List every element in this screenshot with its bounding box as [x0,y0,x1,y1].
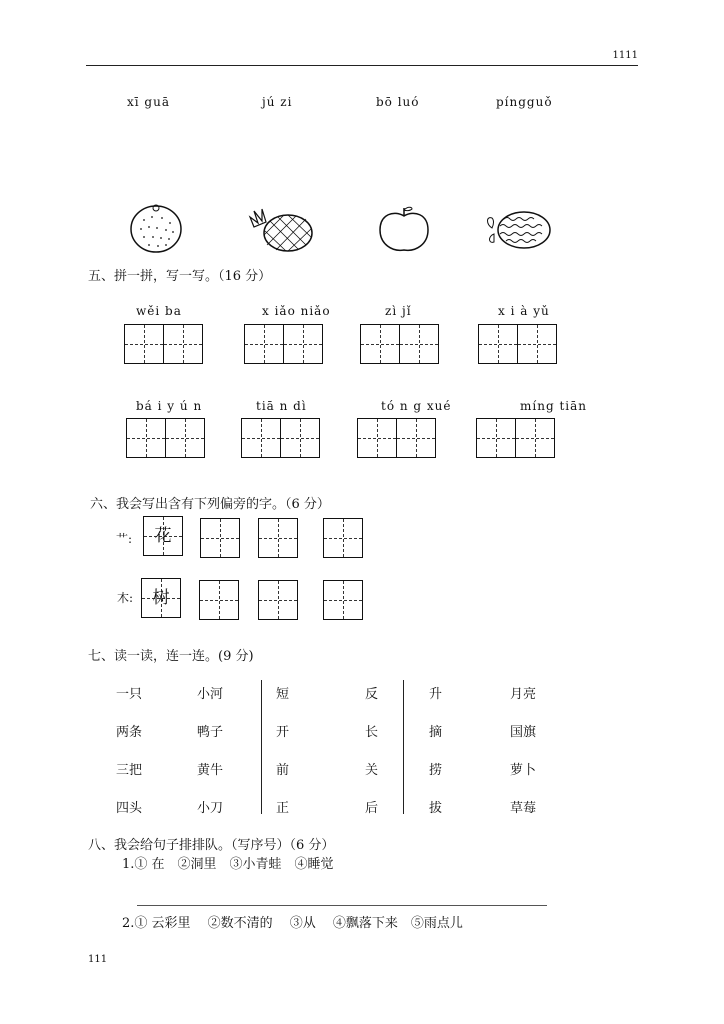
writing-cell[interactable] [199,580,239,620]
match-word[interactable]: 国旗 [510,725,537,740]
writing-cell[interactable] [323,518,363,558]
match-word[interactable]: 黄牛 [197,763,224,778]
match-word[interactable]: 升 [429,687,443,702]
match-word[interactable]: 小刀 [197,801,224,816]
writing-cell[interactable] [323,580,363,620]
s5-pinyin-3: zì jǐ [385,304,412,318]
fruit-pinyin-4: píngguǒ [496,95,553,109]
example-char-shu: 树 [152,588,170,608]
match-word[interactable]: 前 [276,763,290,778]
fruit-pinyin-2: jú zi [262,95,293,109]
fruit-pinyin-3: bō luó [376,95,420,109]
match-word[interactable]: 短 [276,687,290,702]
writing-grid[interactable] [357,418,436,458]
writing-grid[interactable] [124,324,203,364]
match-word[interactable]: 长 [365,725,379,740]
writing-grid[interactable] [476,418,555,458]
writing-cell[interactable] [141,578,181,618]
section8-title: 八、我会给句子排排队。（写序号）（6 分） [88,838,335,853]
match-word[interactable]: 四头 [116,801,143,816]
writing-grid[interactable] [478,324,557,364]
match-word[interactable]: 萝卜 [510,763,537,778]
s5-pinyin-8: míng tiān [520,399,587,413]
s5-pinyin-2: x iǎo niǎo [262,304,331,318]
s5-pinyin-6: tiā n dì [256,399,307,413]
section5-title: 五、拼一拼，写一写。（16 分） [88,269,272,284]
column-divider [403,680,404,814]
watermelon-icon [484,206,554,252]
writing-grid[interactable] [244,324,323,364]
radical-label-mu: 木: [117,591,134,605]
match-word[interactable]: 草莓 [510,801,537,816]
match-word[interactable]: 开 [276,725,290,740]
match-word[interactable]: 两条 [116,725,143,740]
match-word[interactable]: 鸭子 [197,725,224,740]
writing-cell[interactable] [258,580,298,620]
radical-label-cao: 艹: [116,532,133,546]
match-word[interactable]: 小河 [197,687,224,702]
apple-icon [376,204,432,256]
match-word[interactable]: 拔 [429,801,443,816]
match-word[interactable]: 摘 [429,725,443,740]
s5-pinyin-4: x i à yǔ [498,304,550,318]
match-word[interactable]: 三把 [116,763,143,778]
section6-title: 六、我会写出含有下列偏旁的字。（6 分） [90,497,330,512]
header-rule [86,65,638,66]
s5-pinyin-1: wěi ba [136,304,182,318]
match-word[interactable]: 后 [365,801,379,816]
orange-icon [126,202,186,254]
column-divider [261,680,262,814]
writing-grid[interactable] [126,418,205,458]
answer-line[interactable] [137,905,547,906]
s5-pinyin-5: bá i y ú n [136,399,203,413]
writing-cell[interactable] [143,516,183,556]
match-word[interactable]: 一只 [116,687,143,702]
match-word[interactable]: 关 [365,763,379,778]
writing-grid[interactable] [360,324,439,364]
match-word[interactable]: 正 [276,801,290,816]
example-char-hua: 花 [154,526,172,546]
match-word[interactable]: 捞 [429,763,443,778]
section7-title: 七、读一读，连一连。(9 分) [88,649,254,664]
page-number-header: 1111 [612,50,638,61]
page-number-footer: 111 [88,954,108,965]
writing-grid[interactable] [241,418,320,458]
sentence-2-parts: 2.① 云彩里 ②数不清的 ③从 ④飘落下来 ⑤雨点儿 [122,916,463,931]
writing-cell[interactable] [200,518,240,558]
pineapple-icon [248,205,316,255]
match-word[interactable]: 反 [365,687,379,702]
writing-cell[interactable] [258,518,298,558]
match-word[interactable]: 月亮 [510,687,537,702]
fruit-pinyin-1: xī guā [127,95,170,109]
s5-pinyin-7: tó n g xué [381,399,452,413]
sentence-1-parts: 1.① 在 ②洞里 ③小青蛙 ④睡觉 [122,857,334,872]
